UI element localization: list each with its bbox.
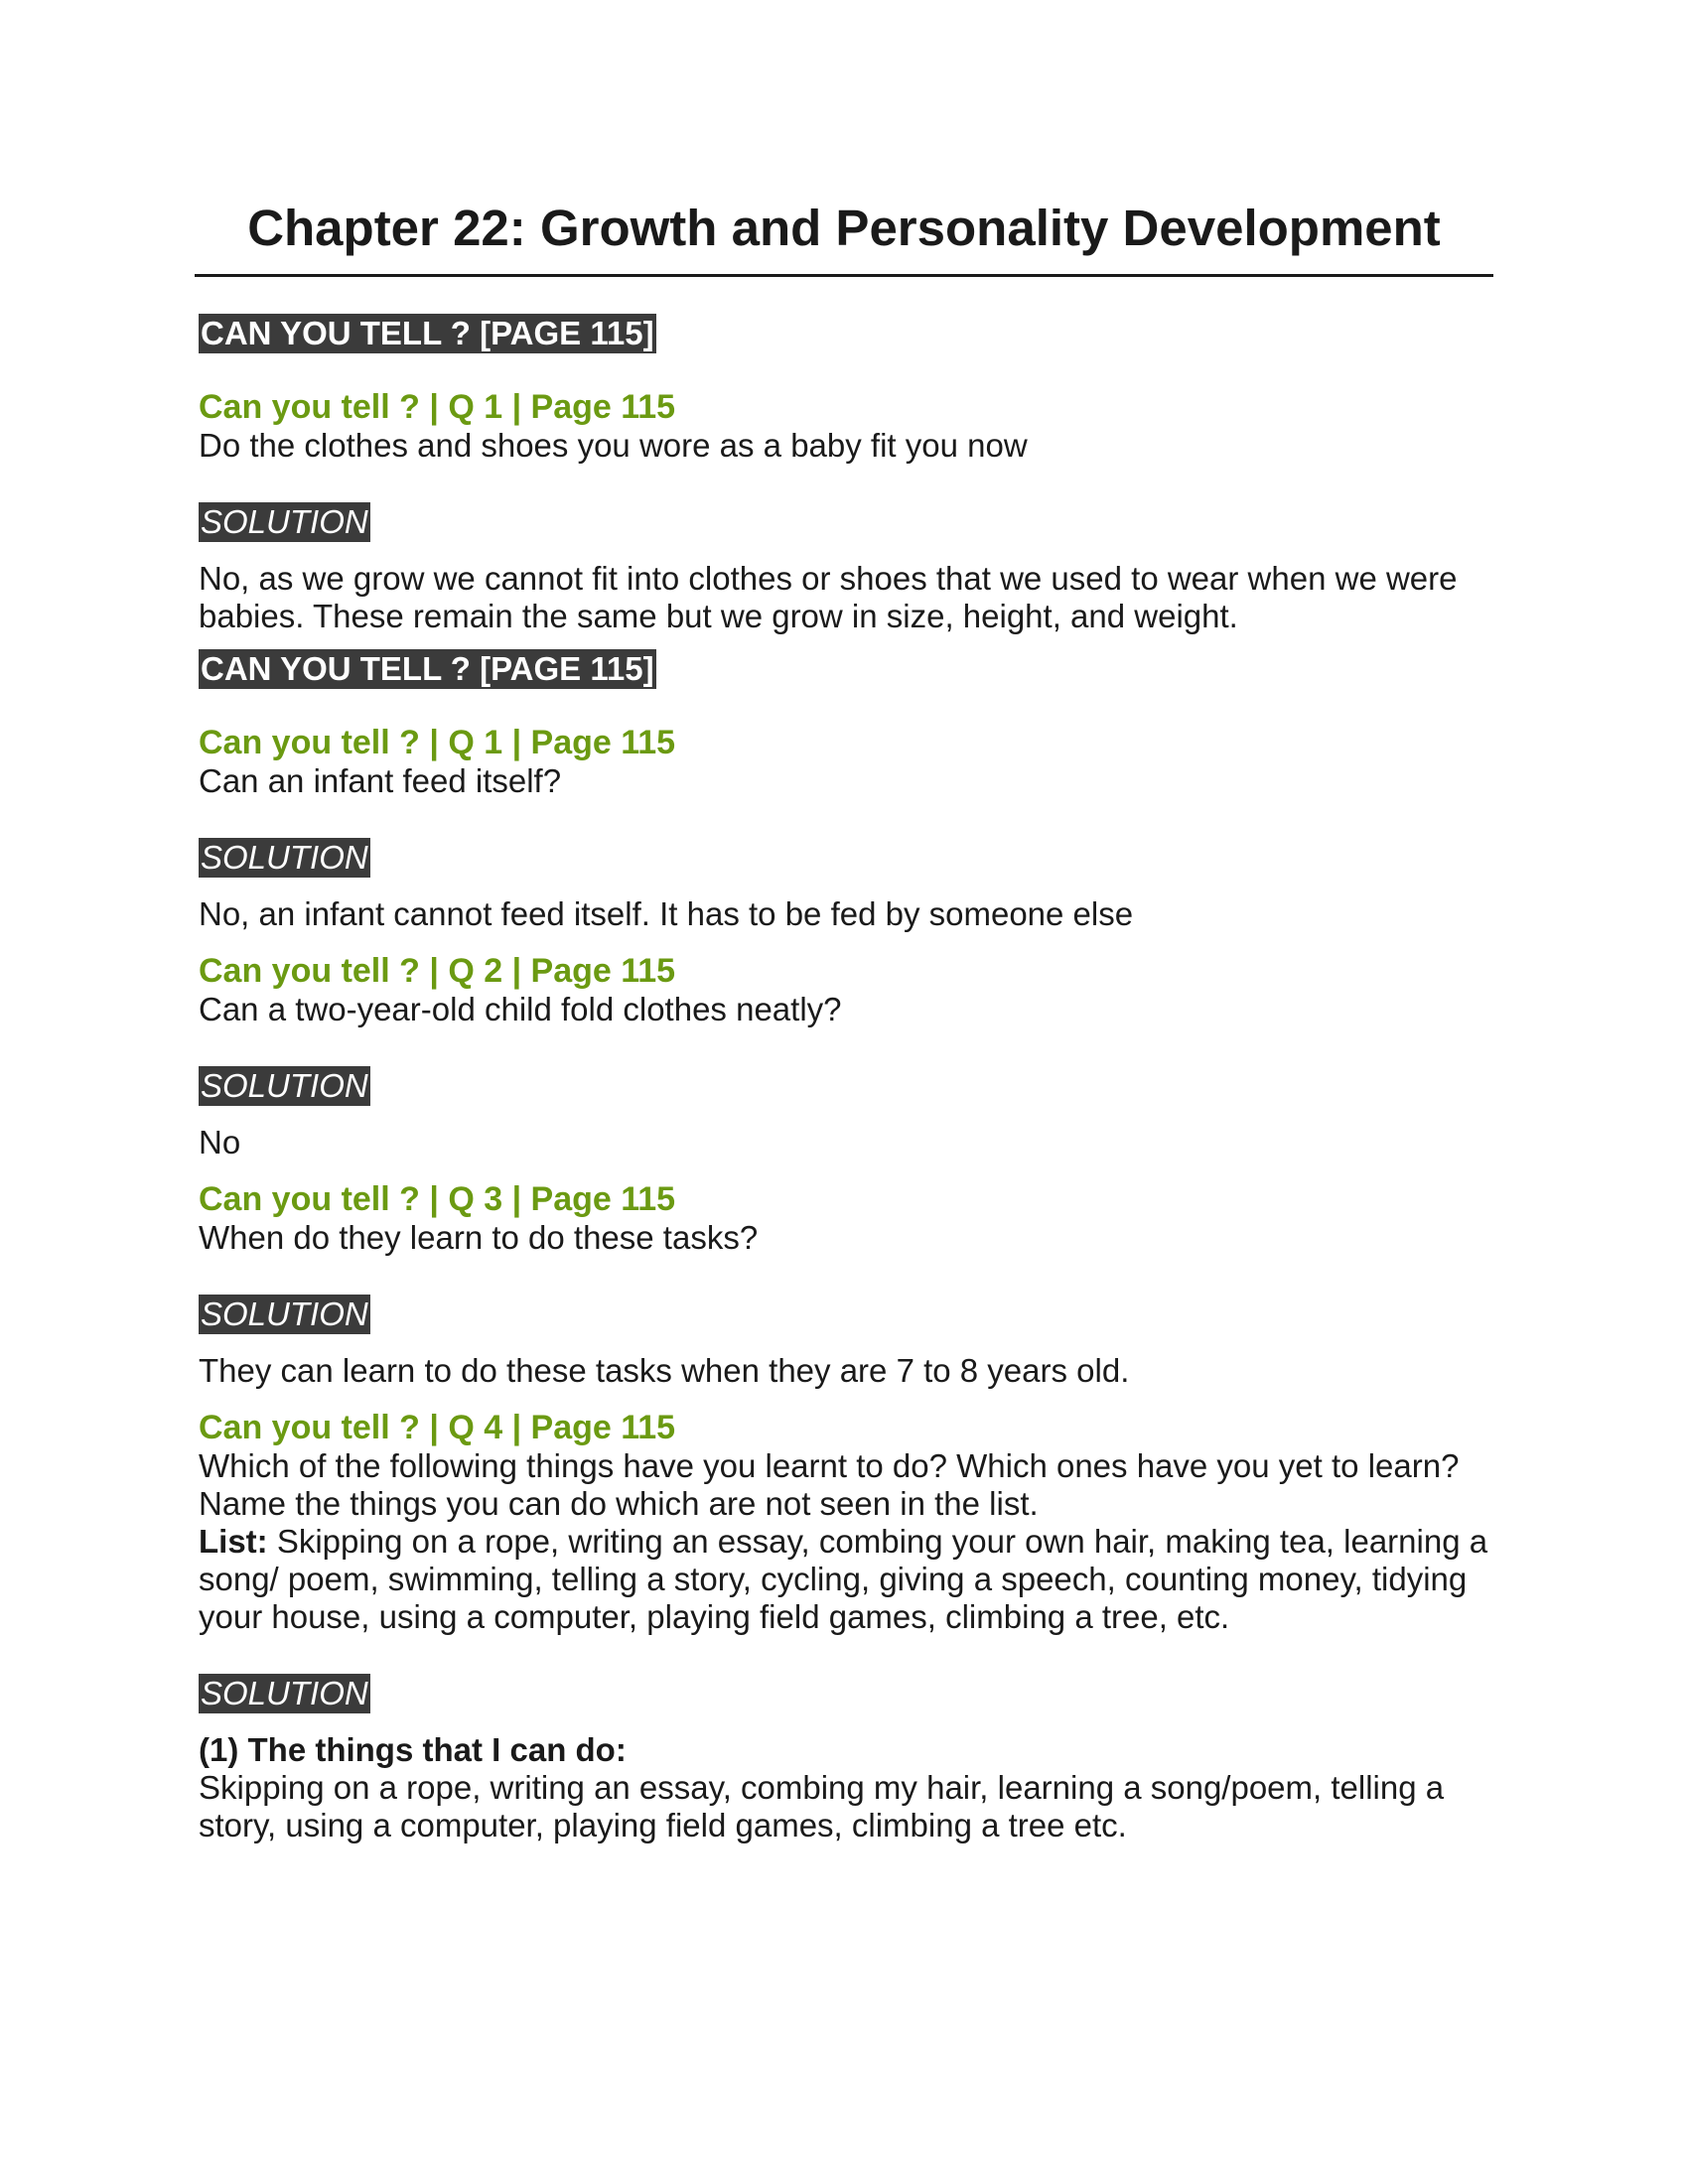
section-banner-1-wrap: [199, 308, 1489, 353]
question-block: [199, 1179, 1489, 1257]
solution-block: [199, 1066, 1489, 1161]
list-label: List:: [199, 1523, 268, 1560]
page-title: Chapter 22: Growth and Personality Development: [247, 200, 1441, 256]
question-heading: Can you tell ? | Q 4 | Page 115: [199, 1409, 676, 1446]
question-text: Do the clothes and shoes you wore as a baby fit you now: [199, 427, 1028, 464]
question-heading: Can you tell ? | Q 2 | Page 115: [199, 952, 676, 990]
solution-label: SOLUTION: [201, 1296, 368, 1332]
question-text: Can an infant feed itself?: [199, 762, 562, 799]
solution-block: [199, 502, 1489, 635]
list-paragraph: [199, 1523, 1489, 1636]
answer-text: Skipping on a rope, writing an essay, combing my hair, learning a song/poem, telling a story, using a computer, playing field games, climbing a tree etc.: [199, 1769, 1445, 1843]
answer-text: No, an infant cannot feed itself. It has to be fed by someone else: [199, 895, 1134, 932]
section-banner: CAN YOU TELL ? [PAGE 115]: [201, 650, 654, 687]
solution-label: SOLUTION: [201, 503, 368, 540]
question-block: [199, 387, 1489, 465]
question-text: Can a two-year-old child fold clothes neatly?: [199, 991, 842, 1027]
question-text: Which of the following things have you learnt to do? Which ones have you yet to learn? Name the things you can do which are not seen in the list.: [199, 1447, 1460, 1522]
solution-block: [199, 1295, 1489, 1390]
question-heading: Can you tell ? | Q 1 | Page 115: [199, 724, 676, 761]
question-heading: Can you tell ? | Q 3 | Page 115: [199, 1180, 676, 1218]
document-body: [199, 308, 1489, 1844]
solution-block: [199, 838, 1489, 933]
answer-subhead-wrap: [199, 1731, 1489, 1844]
section-banner-2-wrap: [199, 643, 1489, 689]
answer-text: They can learn to do these tasks when they are 7 to 8 years old.: [199, 1352, 1130, 1389]
solution-label: SOLUTION: [201, 1067, 368, 1104]
solution-label: SOLUTION: [201, 1675, 368, 1711]
title-divider: [195, 274, 1493, 277]
question-block: [199, 723, 1489, 800]
question-block: [199, 1408, 1489, 1636]
section-banner: CAN YOU TELL ? [PAGE 115]: [201, 315, 654, 351]
question-block: [199, 951, 1489, 1028]
answer-text: No, as we grow we cannot fit into clothes or shoes that we used to wear when we were babies. These remain the same but we grow in size, height, and weight.: [199, 560, 1458, 634]
list-text: Skipping on a rope, writing an essay, combing your own hair, making tea, learning a song/ poem, swimming, telling a story, cycling, giving a speech, counting money, tidying your house, using a computer, playing field games, climbing a tree, etc.: [199, 1523, 1488, 1635]
question-heading: Can you tell ? | Q 1 | Page 115: [199, 388, 676, 426]
question-text: When do they learn to do these tasks?: [199, 1219, 759, 1256]
solution-block: [199, 1674, 1489, 1844]
solution-label: SOLUTION: [201, 839, 368, 876]
answer-text: No: [199, 1124, 241, 1160]
answer-subhead: (1) The things that I can do:: [199, 1731, 627, 1768]
